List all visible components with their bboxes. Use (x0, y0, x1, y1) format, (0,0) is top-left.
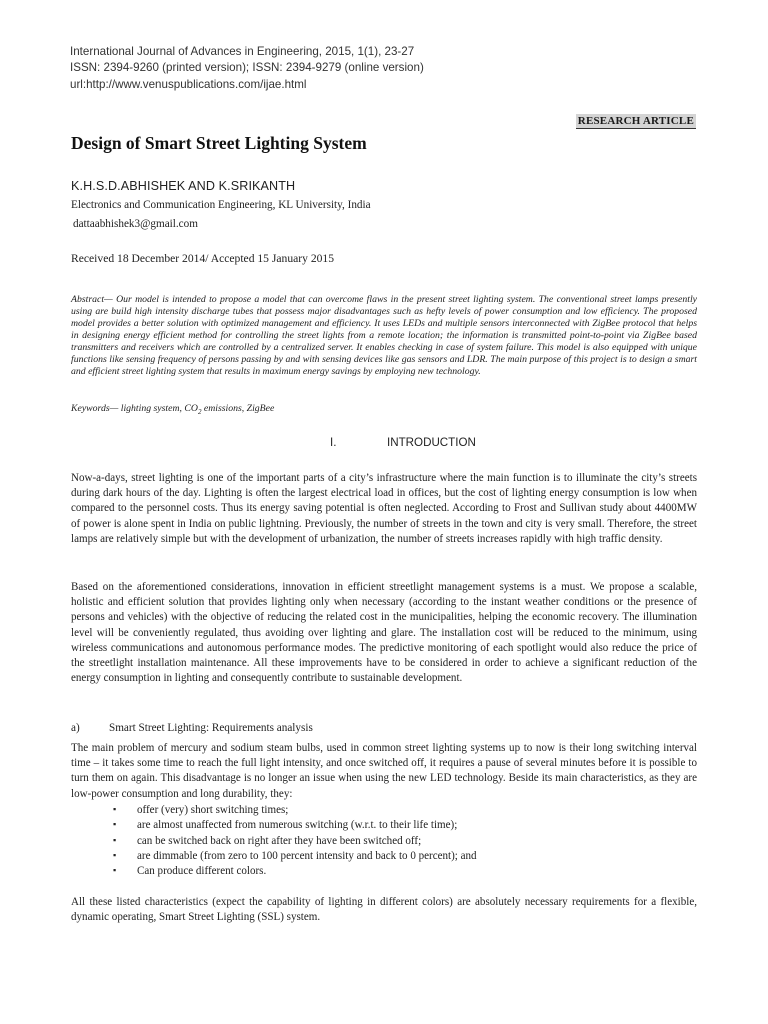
list-item-text: are almost unaffected from numerous switching (w.r.t. to their life time); (137, 819, 458, 832)
list-item (71, 849, 697, 864)
paper-title: Design of Smart Street Lighting System (71, 133, 367, 153)
list-item-text: offer (very) short switching times; (137, 804, 289, 816)
journal-header (70, 44, 710, 93)
author-email[interactable]: dattaabhishek3@gmail.com (73, 218, 198, 230)
received-date: Received 18 December 2014/ Accepted 15 January 2015 (71, 252, 335, 265)
subsection-label: a) (71, 722, 80, 734)
journal-url[interactable]: url:http://www.venuspublications.com/ijae.html (70, 77, 307, 91)
square-bullet-icon: ▪ (113, 819, 117, 830)
intro-paragraph-1: Now-a-days, street lighting is one of the important parts of a city’s infrastructure where the main function is to illuminate the city’s streets during dark hours of the day. Lighting is often the largest electrical load in offices, but the cost of lighting energy consumption is low when compared to the personnel costs. Thus its energy saving potential is often neglected. According to Frost and Sullivan study about 4400MW of power is alone spent in India on public lightning. Previously, the number of streets in the town and city is very small. Therefore, the street lamps are relatively simple but with the development of urbanization, the number of streets increases rapidly with high traffic density. (71, 472, 697, 545)
list-item-text: are dimmable (from zero to 100 percent intensity and back to 0 percent); and (137, 849, 477, 862)
keywords-text-end: emissions, ZigBee (201, 403, 275, 414)
keywords (71, 403, 697, 418)
author-affiliation: Electronics and Communication Engineering, KL University, India (71, 199, 371, 211)
section-number: I. (330, 436, 337, 449)
abstract-text: Our model is intended to propose a model that can overcome flaws in the present street lighting system. The conventional street lamps presently using are build high intensity discharge tubes that possess major disadvantages such as hefty levels of power consumption and low efficiency. The proposed model provides a better solution with optimized management and efficiency. It uses LEDs and multiple sensors interconnected with ZigBee protocol that helps in designing energy efficient method for controlling the street lights from a remote location; the information is transmitted point-to-point via ZigBee based transmitters and receivers which are controlled by a centralized server. It enables checking in case of system failure. This model is also equipped with unique functions like sensing frequency of persons passing by and with sensing devices like gas sensors and LDR. The main purpose of this project is to design a smart and efficient street lighting system that results in maximum energy savings by employing new technology. (71, 294, 697, 377)
closing-paragraph: All these listed characteristics (expect the capability of lighting in different colors) are absolutely necessary requirements for a flexible, dynamic operating, Smart Street Lighting (SSL) system. (71, 896, 697, 924)
journal-citation: International Journal of Advances in Engineering, 2015, 1(1), 23-27 (70, 45, 415, 58)
led-characteristics-list (71, 803, 697, 879)
abstract (71, 294, 697, 378)
list-item (71, 834, 697, 849)
square-bullet-icon: ▪ (113, 804, 117, 814)
list-item-text: Can produce different colors. (137, 865, 267, 878)
journal-issn: ISSN: 2394-9260 (printed version); ISSN: 2394-9279 (online version) (70, 61, 424, 75)
intro-paragraph-2: Based on the aforementioned considerations, innovation in efficient streetlight management systems is a must. We propose a scalable, holistic and efficient solution that provides lighting only when necessary (according to the instant weather conditions or the presence of persons and vehicles) with the objective of reducing the related cost in the municipalities, helping the economic recovery. The illumination level will be conveniently regulated, thus avoiding over lighting and glare. The installation cost will be reduced to the minimum, using wireless communications and autonomous performance modes. The predictive monitoring of each spotlight would also reduce the price of the streetlight installation maintenance. All these improvements have to be considered in order to achieve a significant reduction of the energy consumption in lighting and consequently contribute to sustainable development. (71, 581, 697, 685)
list-item (71, 864, 697, 879)
square-bullet-icon: ▪ (113, 865, 117, 876)
square-bullet-icon: ▪ (113, 849, 117, 860)
list-item (71, 803, 697, 818)
subsection-paragraph: The main problem of mercury and sodium steam bulbs, used in common street lighting systems up to now is their long switching interval time – it takes some time to reach the full light intensity, and once switched off, it requires a pause of several minutes before it is possible to turn them on again. This disadvantage is no longer an issue when using the new LED technology. Beside its main characteristics, as they are low-power consumption and long durability, they: (71, 742, 697, 800)
list-item-text: can be switched back on right after they have been switched off; (137, 834, 422, 847)
abstract-label: Abstract— (71, 294, 113, 305)
article-type-badge: RESEARCH ARTICLE (577, 115, 694, 127)
list-item (71, 818, 697, 833)
subsection-title: Smart Street Lighting: Requirements analysis (109, 722, 313, 734)
subsection-heading (71, 722, 313, 734)
keywords-text: Keywords— lighting system, CO (71, 403, 198, 414)
square-bullet-icon: ▪ (113, 834, 117, 845)
keywords-subscript: 2 (197, 407, 202, 416)
section-title: INTRODUCTION (387, 436, 476, 449)
paper-authors: K.H.S.D.ABHISHEK AND K.SRIKANTH (71, 179, 296, 193)
